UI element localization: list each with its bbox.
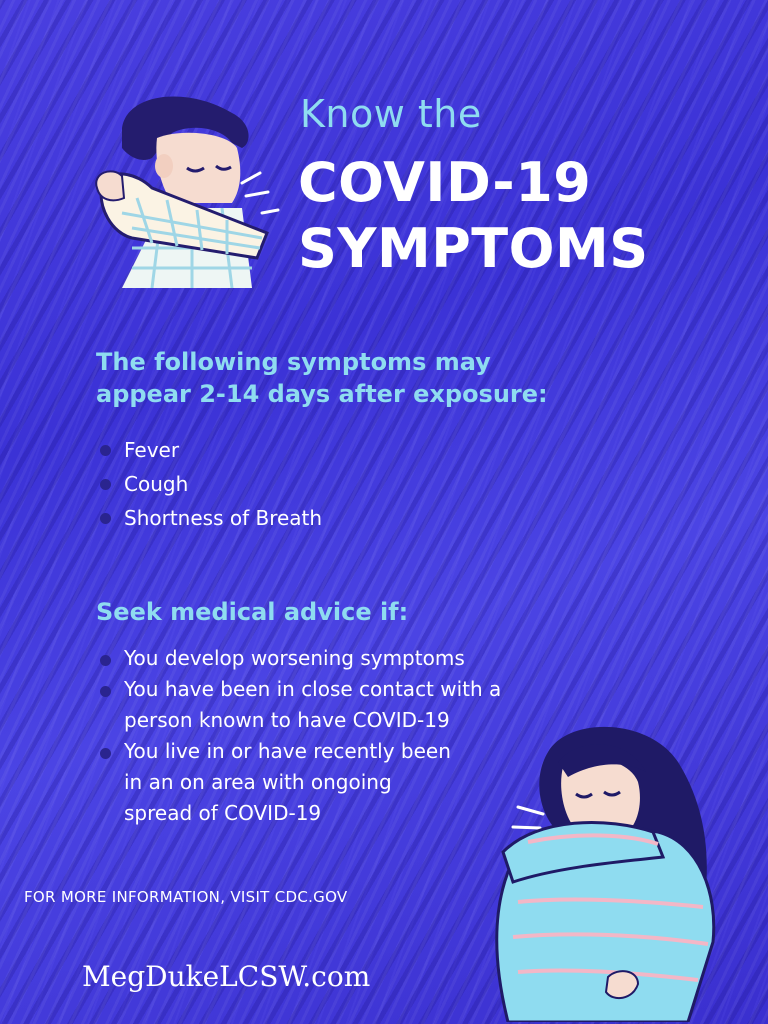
advice-item-line: in an on area with ongoing	[124, 770, 392, 794]
advice-list	[96, 643, 501, 829]
advice-item-line: spread of COVID-19	[124, 801, 322, 825]
advice-item-close-contact	[96, 674, 501, 736]
kicker-text: Know the	[300, 92, 482, 136]
more-info-text: FOR MORE INFORMATION, VISIT CDC.GOV	[24, 888, 348, 906]
symptom-item-shortness-of-breath: Shortness of Breath	[96, 501, 322, 535]
woman-coughing-illustration	[488, 722, 728, 1022]
page-title	[298, 150, 649, 282]
title-line-2: SYMPTOMS	[298, 217, 649, 280]
symptom-list	[96, 433, 322, 535]
symptoms-intro-line-2: appear 2-14 days after exposure:	[96, 380, 548, 408]
symptoms-intro	[96, 346, 548, 410]
man-sneezing-illustration	[92, 88, 282, 288]
symptom-item-cough: Cough	[96, 467, 322, 501]
advice-item-ongoing-spread	[96, 736, 501, 829]
advice-item-worsening	[96, 643, 501, 674]
advice-item-line: You have been in close contact with a	[124, 677, 502, 701]
symptom-item-fever: Fever	[96, 433, 322, 467]
website-url: MegDukeLCSW.com	[82, 960, 371, 993]
title-line-1: COVID-19	[298, 151, 592, 214]
advice-item-line: person known to have COVID-19	[124, 708, 450, 732]
advice-item-line: You develop worsening symptoms	[124, 646, 465, 670]
advice-item-line: You live in or have recently been	[124, 739, 451, 763]
symptoms-intro-line-1: The following symptoms may	[96, 348, 491, 376]
advice-heading: Seek medical advice if:	[96, 598, 409, 626]
